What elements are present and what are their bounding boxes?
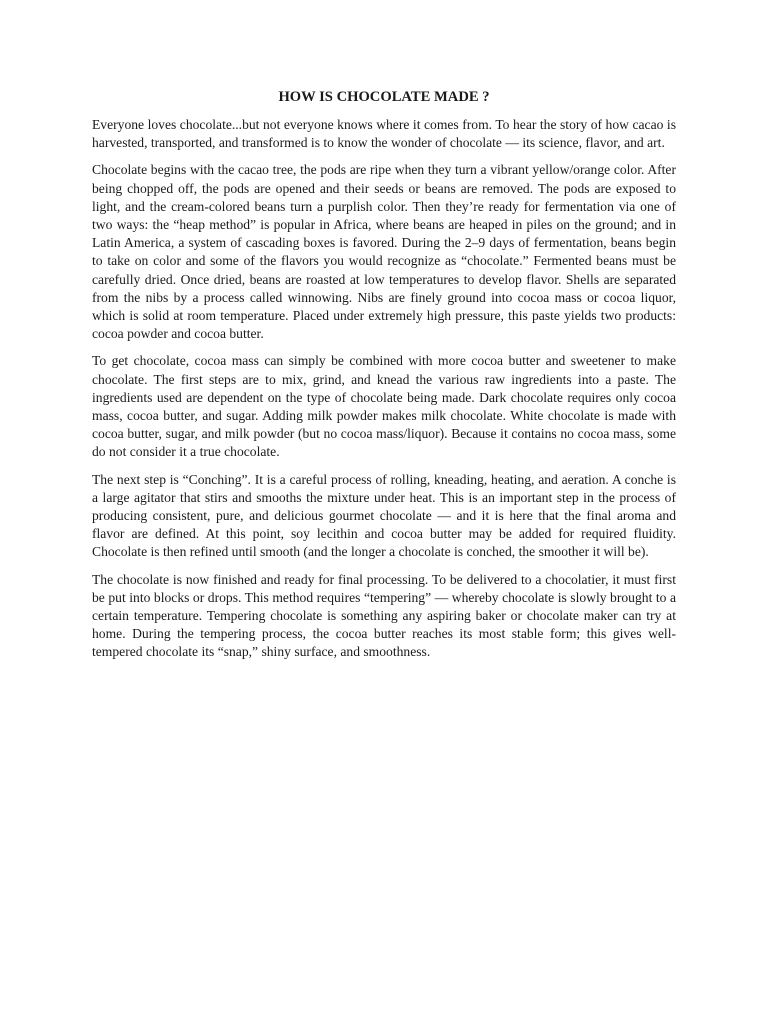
document-title: HOW IS CHOCOLATE MADE ? — [278, 89, 490, 105]
paragraph-tempering: The chocolate is now finished and ready for final processing. To be delivered to a chocolatier, it must first be put into blocks or drops. This method requires “tempering” — whereby chocolate is slowly brought to a certain temperature. Tempering chocolate is something any aspiring baker or chocolate maker can try at home. During the tempering process, the cocoa butter reaches its most stable form; this gives well-tempered chocolate its “snap,” shiny surface, and smoothness. — [92, 571, 676, 660]
paragraph-cacao-processing: Chocolate begins with the cacao tree, the pods are ripe when they turn a vibrant yellow/orange color. After being chopped off, the pods are opened and their seeds or beans are removed. The pods are exposed to light, and the cream-colored beans turn a purplish color. Then they’re ready for fermentation via one of two ways: the “heap method” is popular in Africa, where beans are heaped in piles on the ground; and in Latin America, a system of cascading boxes is favored. During the 2–9 days of fermentation, beans begin to take on color and some of the flavors you would recognize as “chocolate.” Fermented beans must be carefully dried. Once dried, beans are roasted at low temperatures to develop flavor. Shells are separated from the nibs by a process called winnowing. Nibs are finely ground into cocoa mass or cocoa liquor, which is solid at room temperature. Placed under extremely high pressure, this paste yields two products: cocoa powder and cocoa butter. — [92, 162, 676, 342]
paragraph-intro: Everyone loves chocolate...but not everyone knows where it comes from. To hear the story of how cacao is harvested, transported, and transformed is to know the wonder of chocolate — its science, flavor, and art. — [92, 117, 676, 151]
paragraph-making-chocolate: To get chocolate, cocoa mass can simply be combined with more cocoa butter and sweetener to make chocolate. The first steps are to mix, grind, and knead the various raw ingredients into a paste. The ingredients used are dependent on the type of chocolate being made. Dark chocolate requires only cocoa mass, cocoa butter, and sugar. Adding milk powder makes milk chocolate. White chocolate is made with cocoa butter, sugar, and milk powder (but no cocoa mass/liquor). Because it contains no cocoa mass, some do not consider it a true chocolate. — [92, 353, 676, 460]
paragraph-conching: The next step is “Conching”. It is a careful process of rolling, kneading, heating, and aeration. A conche is a large agitator that stirs and smooths the mixture under heat. This is an important step in the process of producing consistent, pure, and delicious gourmet chocolate — and it is here that the final aroma and flavor are defined. At this point, soy lecithin and cocoa butter may be added for required fluidity. Chocolate is then refined until smooth (and the longer a chocolate is conched, the smoother it will be). — [92, 471, 676, 560]
document-page — [92, 87, 676, 671]
